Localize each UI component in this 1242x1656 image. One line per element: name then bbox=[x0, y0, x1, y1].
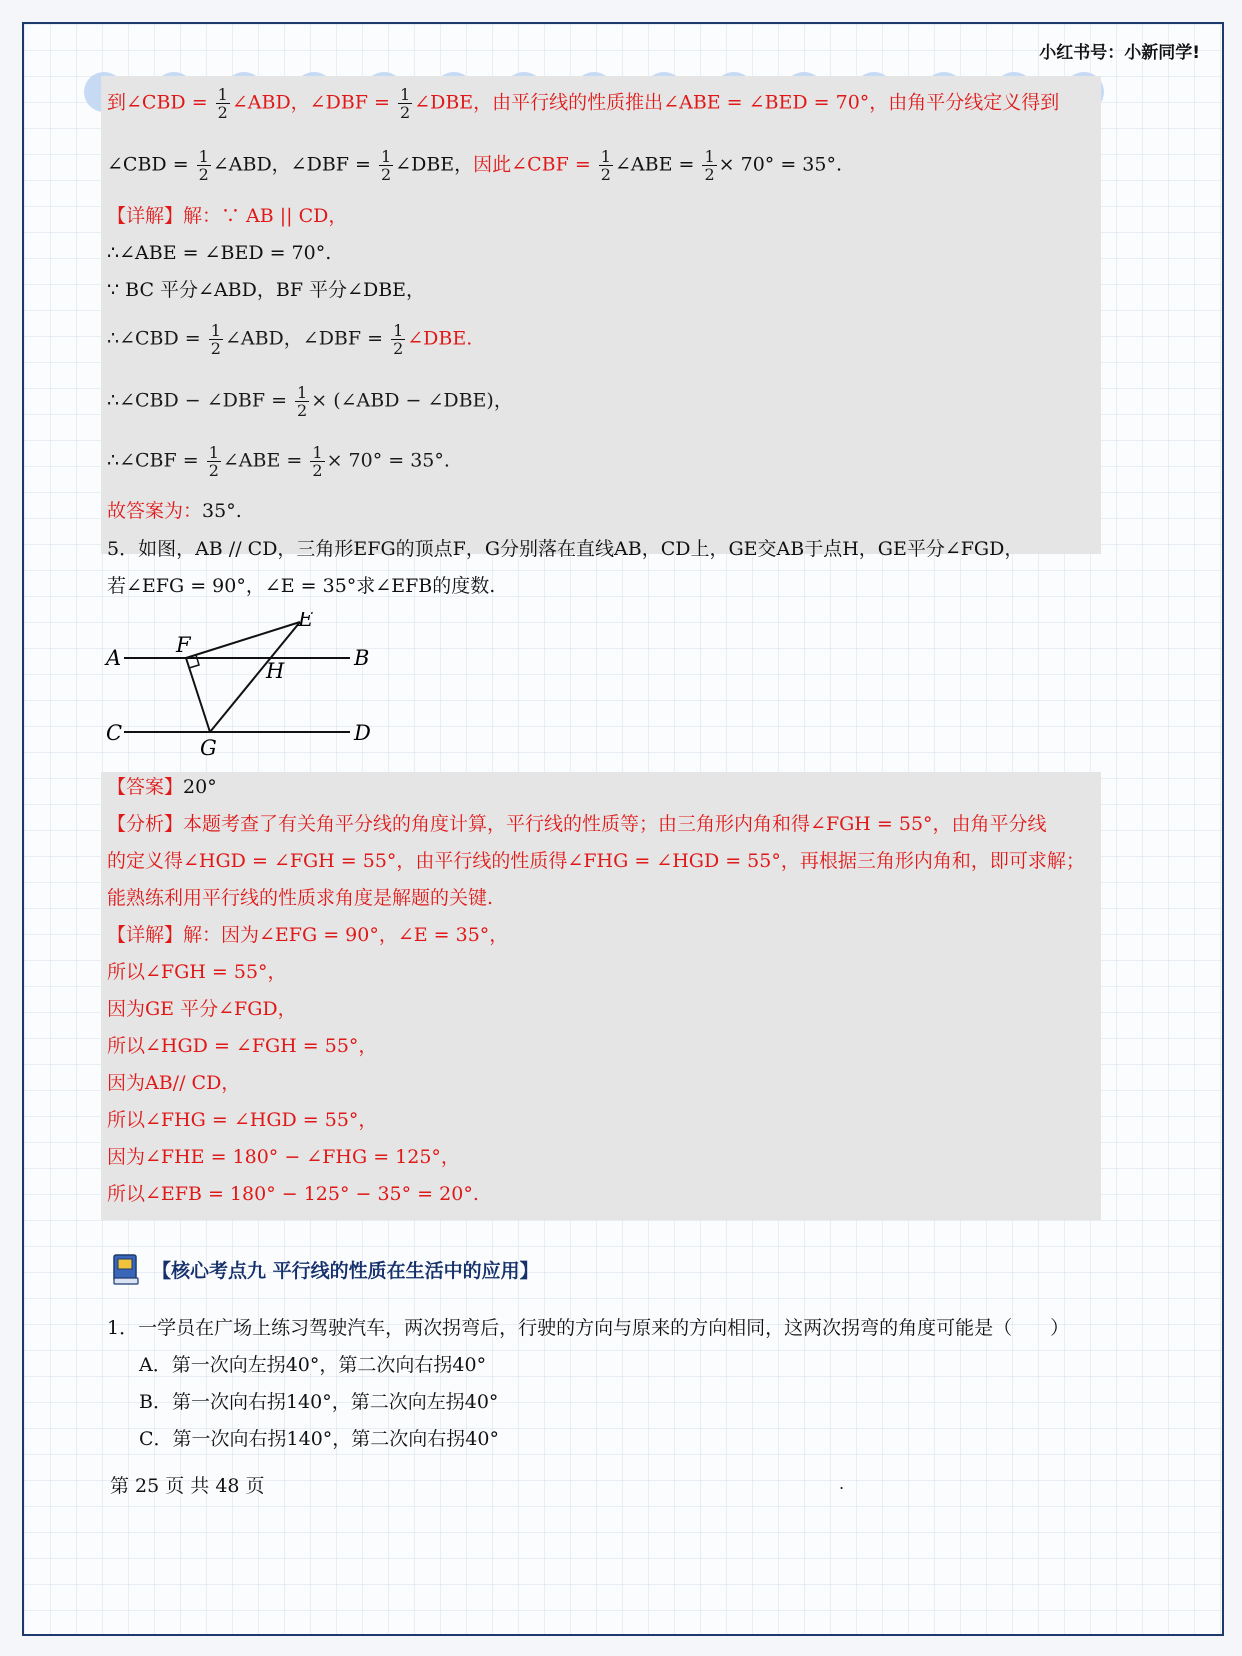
s5-analysis-2: 的定义得∠HGD = ∠FGH = 55°，由平行线的性质得∠FHG = ∠HGD = 55°，再根据三角形内角和，即可求解； bbox=[107, 850, 1085, 872]
s5-step: 所以∠FGH = 55°， bbox=[107, 961, 287, 983]
prev-step-2: ∵ BC 平分∠ABD，BF 平分∠DBE， bbox=[107, 279, 426, 301]
q1-option-c: C．第一次向右拐140°，第二次向右拐40° bbox=[139, 1428, 499, 1450]
prev-step-1: ∴∠ABE = ∠BED = 70°. bbox=[107, 242, 332, 264]
label-h: H bbox=[266, 659, 285, 683]
label-c: C bbox=[106, 721, 123, 745]
s5-step: 所以∠FHG = ∠HGD = 55°， bbox=[107, 1109, 378, 1131]
prev-line-2: ∠CBD = $\frac{1}{2}$ ∠ABD，∠DBF = $\frac{1}{2}$ ∠DBE，因此∠CBF = $\frac{1}{2}$ ∠ABE = $\frac{1}{2}$ × 70° = 35°. bbox=[107, 147, 842, 184]
s5-step: 因为GE 平分∠FGD， bbox=[107, 998, 297, 1020]
label-g: G bbox=[200, 736, 217, 760]
prev-step-4: ∴∠CBD − ∠DBF = $\frac{1}{2}$ × (∠ABD − ∠DBE)， bbox=[107, 383, 513, 420]
geometry-figure bbox=[102, 612, 402, 772]
s5-step: 因为∠FHE = 180° − ∠FHG = 125°， bbox=[107, 1146, 460, 1168]
segment-ge bbox=[210, 622, 300, 732]
page-number: 第 25 页 共 48 页 bbox=[110, 1475, 265, 1497]
s5-step: 因为AB// CD， bbox=[107, 1072, 241, 1094]
segment-fg bbox=[186, 658, 210, 732]
footer-dot: . bbox=[839, 1474, 845, 1493]
section-title: 【核心考点九 平行线的性质在生活中的应用】 bbox=[152, 1259, 539, 1282]
prev-step-3: ∴∠CBD = $\frac{1}{2}$ ∠ABD，∠DBF = $\frac{1}{2}$ ∠DBE. bbox=[107, 321, 473, 358]
label-d: D bbox=[354, 721, 371, 745]
prev-line-1: 到∠CBD = $\frac{1}{2}$ ∠ABD，∠DBF = $\frac{1}{2}$ ∠DBE，由平行线的性质推出∠ABE = ∠BED = 70°，由角平分线定义得到 bbox=[107, 85, 1060, 122]
s5-analysis-1: 【分析】本题考查了有关角平分线的角度计算，平行线的性质等；由三角形内角和得∠FGH = 55°，由角平分线 bbox=[107, 813, 1047, 835]
q5-line-1: 5．如图，AB // CD，三角形EFG的顶点F，G分别落在直线AB，CD上，GE交AB于点H，GE平分∠FGD， bbox=[107, 538, 1024, 560]
prev-answer: 故答案为：35°. bbox=[107, 500, 242, 522]
prev-detail: 【详解】解：∵ AB || CD， bbox=[107, 205, 348, 227]
s5-step: 所以∠EFB = 180° − 125° − 35° = 20°. bbox=[107, 1183, 479, 1205]
label-b: B bbox=[354, 646, 370, 670]
book-icon bbox=[110, 1252, 144, 1286]
q1-option-b: B．第一次向右拐140°，第二次向左拐40° bbox=[139, 1391, 499, 1413]
document-page bbox=[22, 22, 1224, 1636]
s5-step: 所以∠HGD = ∠FGH = 55°， bbox=[107, 1035, 378, 1057]
q5-line-2: 若∠EFG = 90°，∠E = 35°求∠EFB的度数. bbox=[107, 575, 496, 597]
s5-analysis-3: 能熟练利用平行线的性质求角度是解题的关键. bbox=[107, 887, 494, 909]
label-a: A bbox=[106, 646, 122, 670]
q1-stem: 1．一学员在广场上练习驾驶汽车，两次拐弯后，行驶的方向与原来的方向相同，这两次拐弯的角度可能是（ ） bbox=[107, 1317, 1070, 1339]
s5-answer: 【答案】20° bbox=[107, 776, 217, 798]
label-f: F bbox=[176, 633, 191, 657]
watermark: 小红书号：小新同学! bbox=[1039, 43, 1200, 63]
segment-fe bbox=[186, 622, 300, 658]
q1-option-a: A．第一次向左拐40°，第二次向右拐40° bbox=[139, 1354, 487, 1376]
label-e: E bbox=[298, 612, 314, 631]
s5-detail: 【详解】解：因为∠EFG = 90°，∠E = 35°， bbox=[107, 924, 509, 946]
prev-step-5: ∴∠CBF = $\frac{1}{2}$ ∠ABE = $\frac{1}{2}$ × 70° = 35°. bbox=[107, 443, 450, 480]
section-heading bbox=[110, 1252, 539, 1286]
